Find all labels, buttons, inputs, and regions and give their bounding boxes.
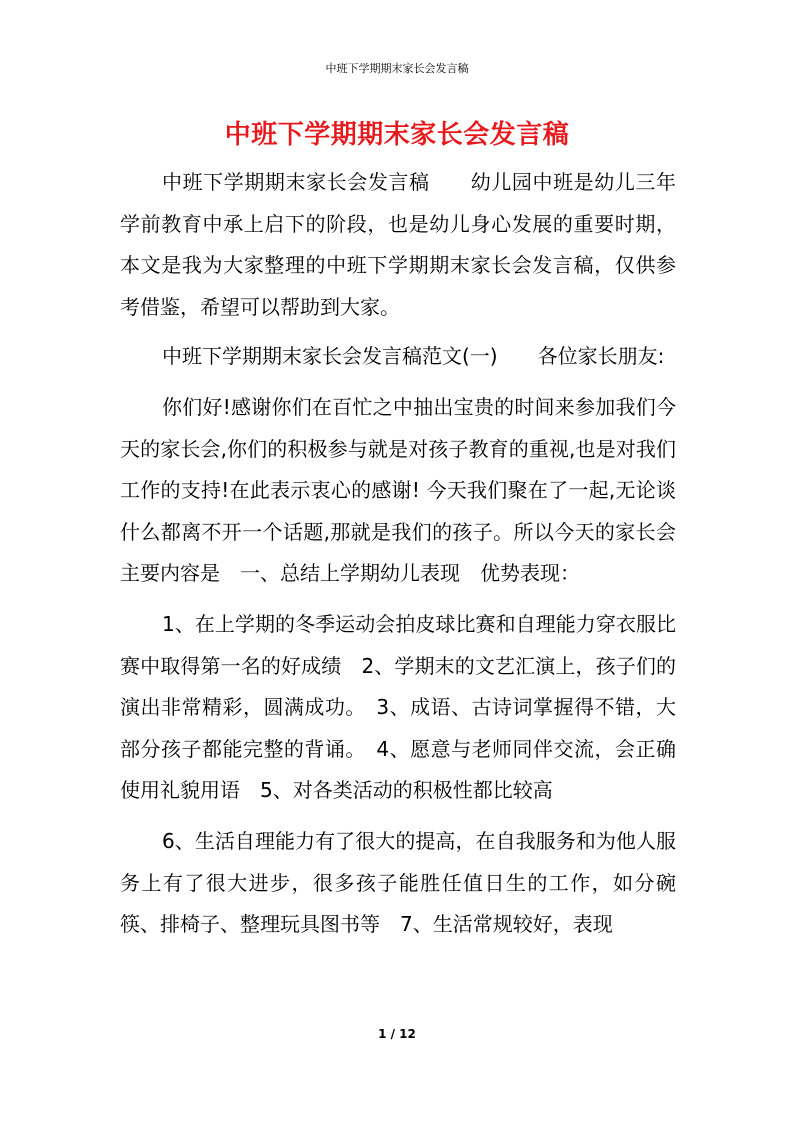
- running-header: 中班下学期期末家长会发言稿: [325, 62, 469, 75]
- paragraph: 中班下学期期末家长会发言稿 幼儿园中班是幼儿三年学前教育中承上启下的阶段，也是幼儿身心发展的重要时期，本文是我为大家整理的中班下学期期末家长会发言稿，仅供参考借鉴，希望可以帮助到大家。: [120, 170, 676, 319]
- document-title: 中班下学期期末家长会发言稿: [224, 120, 570, 150]
- paragraph: 1、在上学期的冬季运动会拍皮球比赛和自理能力穿衣服比赛中取得第一名的好成绩 2、学期末的文艺汇演上，孩子们的演出非常精彩，圆满成功。 3、成语、古诗词掌握得不错，大部分孩子都能完整的背诵。 4、愿意与老师同伴交流，会正确使用礼貌用语 5、对各类活动的积极性都比较高: [120, 611, 676, 803]
- paragraph: 6、生活自理能力有了很大的提高，在自我服务和为他人服务上有了很大进步，很多孩子能胜任值日生的工作，如分碗筷、排椅子、整理玩具图书等 7、生活常规较好，表现: [120, 828, 676, 937]
- paragraph: 你们好!感谢你们在百忙之中抽出宝贵的时间来参加我们今天的家长会,你们的积极参与就是对孩子教育的重视,也是对我们工作的支持!在此表示衷心的感谢! 今天我们聚在了一起,无论谈什么都离不开一个话题,那就是我们的孩子。所以今天的家长会主要内容是 一、总结上学期幼儿表现 优势表现：: [120, 394, 676, 586]
- paragraph: 中班下学期期末家长会发言稿范文(一) 各位家长朋友:: [162, 344, 665, 369]
- document-body: [120, 162, 676, 946]
- page-number: 1 / 12: [378, 1027, 416, 1041]
